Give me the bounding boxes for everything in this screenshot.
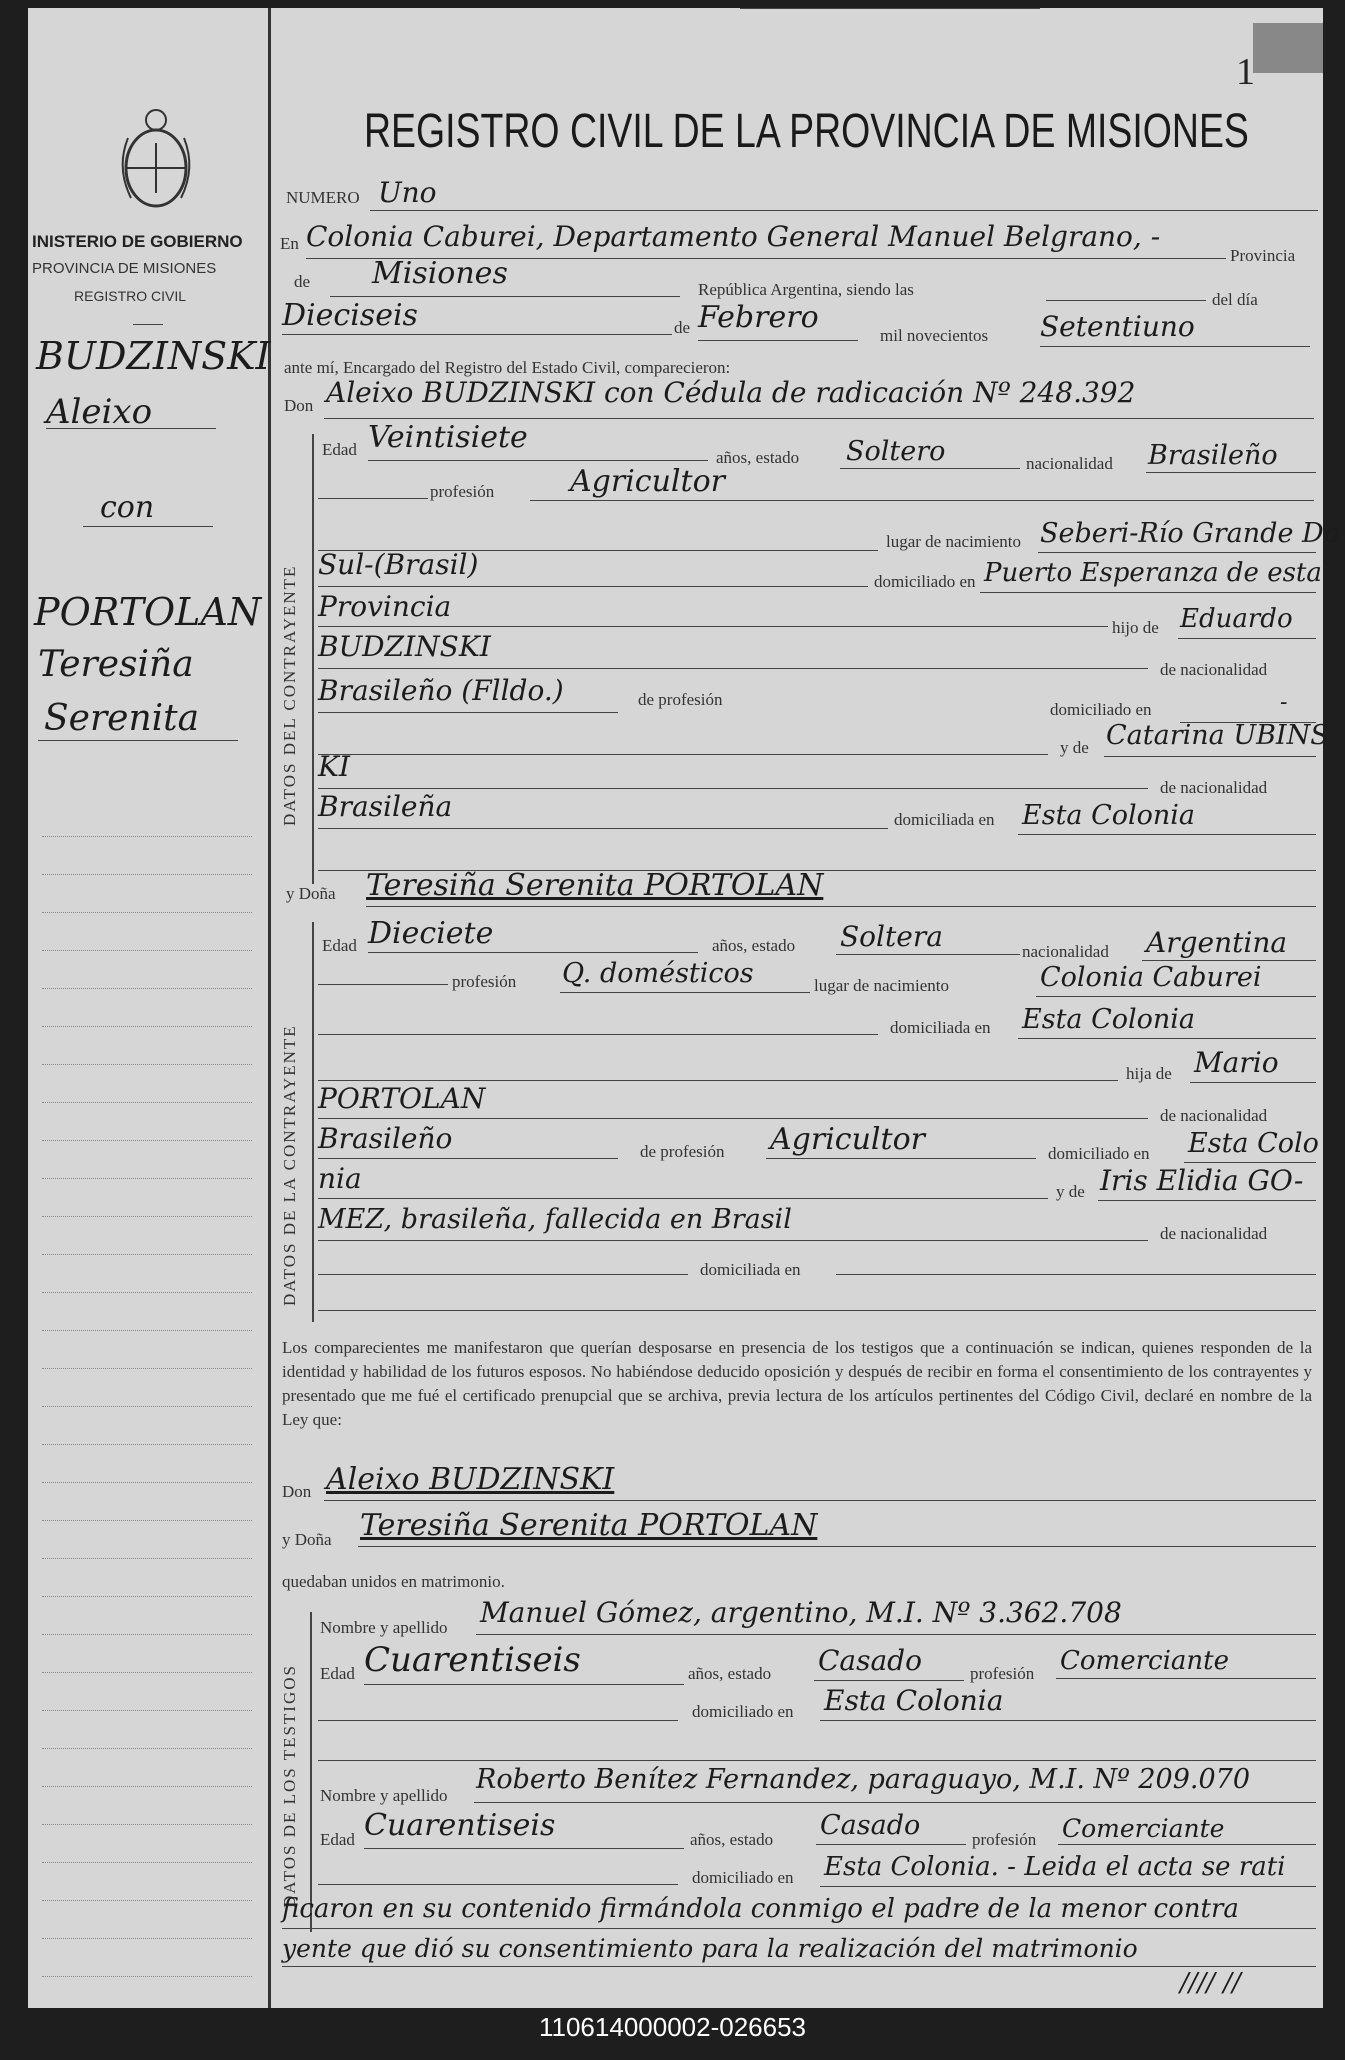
edad-label: Edad <box>322 440 357 459</box>
madre-value-2: KI <box>318 750 350 783</box>
union-dona-value: Teresiña Serenita PORTOLAN <box>360 1508 818 1543</box>
y-de-label: y de <box>1060 738 1089 757</box>
testigos-section-label: DATOS DE LOS TESTIGOS <box>280 1664 299 1908</box>
closing-line-2: yente que dió su consentimiento para la realización del matrimonio <box>282 1934 1138 1963</box>
domiciliada2-label-2: domiciliada en <box>700 1260 801 1279</box>
margin-bride-given2: Serenita <box>44 698 200 739</box>
union-dona-label: y Doña <box>282 1530 332 1549</box>
domicilio-value-2b: Esta Colonia <box>1022 1004 1196 1035</box>
lugar-nac-value-2b: Colonia Caburei <box>1040 962 1262 993</box>
domiciliado-label: domiciliado en <box>874 572 976 591</box>
hija-label: hija de <box>1126 1064 1172 1083</box>
provincia-label: Provincia <box>1230 246 1296 265</box>
republica-label: República Argentina, siendo las <box>698 280 914 299</box>
profesion-value-2: Q. domésticos <box>562 958 754 989</box>
union-don-label: Don <box>282 1482 312 1501</box>
contrayente-section-label: DATOS DEL CONTRAYENTE <box>280 564 299 826</box>
padre-prof-value-2: Agricultor <box>770 1122 925 1157</box>
de-mes-label: de <box>674 318 691 337</box>
t1-edad-label: Edad <box>320 1664 355 1683</box>
padre-value-2: BUDZINSKI <box>318 630 491 663</box>
padre-value-2b: PORTOLAN <box>318 1082 486 1115</box>
t1-domicilio-value: Esta Colonia <box>824 1684 1004 1717</box>
dona-value: Teresiña Serenita PORTOLAN <box>366 868 824 903</box>
margin-groom-surname: BUDZINSKI <box>36 334 271 378</box>
don-value: Aleixo BUDZINSKI con Cédula de radicación Nº 248.392 <box>326 376 1136 409</box>
padre-value-2a: Mario <box>1194 1046 1279 1079</box>
don-label: Don <box>284 396 314 415</box>
edad-value: Veintisiete <box>368 420 528 455</box>
margin-bride-surname: PORTOLAN <box>34 590 262 634</box>
t2-nombre-label: Nombre y apellido <box>320 1786 448 1805</box>
y-de-label-2: y de <box>1056 1182 1085 1201</box>
numero-label: NUMERO <box>286 188 360 207</box>
t2-nombre-value: Roberto Benítez Fernandez, paraguayo, M.I. Nº 209.070 <box>476 1764 1251 1795</box>
nacionalidad-value: Brasileño <box>1148 440 1278 471</box>
padre-dom-value-2a: Esta Colo <box>1188 1128 1319 1159</box>
t2-domiciliado-label: domiciliado en <box>692 1868 794 1887</box>
de-nac-label-2: de nacionalidad <box>1160 1106 1268 1125</box>
domicilio-value-1: Puerto Esperanza de esta <box>984 558 1322 588</box>
margin-connector: con <box>100 490 155 525</box>
t1-edad-value: Cuarentiseis <box>364 1640 581 1680</box>
anios-label: años, estado <box>716 448 800 467</box>
numero-value: Uno <box>378 176 437 209</box>
t1-estado-value: Casado <box>818 1644 922 1677</box>
t1-nombre-label: Nombre y apellido <box>320 1618 448 1637</box>
t1-profesion-value: Comerciante <box>1060 1646 1229 1676</box>
lugar-nac-label-2: lugar de nacimiento <box>814 976 950 995</box>
anios-label-2: años, estado <box>712 936 796 955</box>
certificate-body <box>280 8 1340 2008</box>
de-prof-label: de profesión <box>638 690 723 709</box>
de-label: de <box>294 272 311 291</box>
de-nac2-label-2: de nacionalidad <box>1160 1224 1268 1243</box>
nac-label-2: nacionalidad <box>1022 942 1109 961</box>
de-nac2-label: de nacionalidad <box>1160 778 1268 797</box>
profesion-value: Agricultor <box>570 464 725 499</box>
dia-value: Dieciseis <box>282 298 418 333</box>
contrayenta-section-label: DATOS DE LA CONTRAYENTE <box>280 1024 299 1306</box>
profesion-label-2: profesión <box>452 972 517 991</box>
dona-label: y Doña <box>286 884 336 903</box>
coat-of-arms-icon <box>106 98 206 218</box>
edad-value-2: Dieciete <box>368 916 494 951</box>
lugar-nac-label: lugar de nacimiento <box>886 532 1022 551</box>
padre-nac-value-2: Brasileño <box>318 1122 453 1155</box>
dom-en-label: domiciliado en <box>1050 700 1152 719</box>
de-nac-label: de nacionalidad <box>1160 660 1268 679</box>
domicilio-value-2: Provincia <box>318 590 452 623</box>
profesion-label: profesión <box>430 482 495 501</box>
document-title: REGISTRO CIVIL DE LA PROVINCIA DE MISIONES <box>364 105 1249 158</box>
lugar-nac-value-2: Sul-(Brasil) <box>318 548 479 581</box>
lugar-nac-value-1: Seberi-Río Grande Do <box>1040 518 1340 549</box>
province-label: PROVINCIA DE MISIONES <box>32 260 217 277</box>
anio-value: Setentiuno <box>1040 310 1195 343</box>
del-dia-label: del día <box>1212 290 1258 309</box>
domiciliada-label-2: domiciliada en <box>890 1018 991 1037</box>
ante-mi-text: ante mí, Encargado del Registro del Estado Civil, comparecieron: <box>284 358 731 377</box>
estado-value: Soltero <box>846 436 946 467</box>
declaration-text: Los comparecientes me manifestaron que querían desposarse en presencia de los testigos que a continuación se indican, quienes responden de la identidad y habilidad de los futuros esposos. No habiéndose deducido oposición y después de recibir en forma el consentimiento de los contrayentes y presentado que me fué el certificado prenupcial que se archiva, previa lectura de los artículos pertinentes del Código Civil, declaré en nombre de la Ley que: <box>282 1338 1312 1429</box>
domiciliada-label: domiciliada en <box>894 810 995 829</box>
closing-line-3: //// // <box>1180 1968 1241 1998</box>
registry-label: REGISTRO CIVIL <box>74 288 187 304</box>
nac-label: nacionalidad <box>1026 454 1113 473</box>
lugar-value: Colonia Caburei, Departamento General Manuel Belgrano, - <box>306 220 1161 253</box>
dom-en-value: - <box>1280 690 1288 715</box>
dom-en-label-2: domiciliado en <box>1048 1144 1150 1163</box>
en-label: En <box>280 234 299 253</box>
edad-label-2: Edad <box>322 936 357 955</box>
madre-dom-value: Esta Colonia <box>1022 800 1196 831</box>
estado-value-2: Soltera <box>840 920 943 953</box>
madre-nac-value: Brasileña <box>318 790 453 823</box>
t1-profesion-label: profesión <box>970 1664 1035 1683</box>
t2-profesion-label: profesión <box>972 1830 1037 1849</box>
image-id-footer: 110614000002-026653 <box>538 2012 806 2042</box>
page-number: 1 <box>1236 51 1255 93</box>
provincia-value: Misiones <box>372 256 508 291</box>
padre-dom-value-2b: nia <box>318 1162 362 1195</box>
t2-estado-value: Casado <box>820 1810 921 1841</box>
madre-value-2a: Iris Elidia GO- <box>1100 1164 1304 1197</box>
union-don-value: Aleixo BUDZINSKI <box>326 1462 615 1497</box>
t2-profesion-value: Comerciante <box>1062 1814 1225 1843</box>
nacionalidad-value-2: Argentina <box>1146 926 1288 959</box>
padre-nac-value: Brasileño (Flldo.) <box>318 674 564 707</box>
t2-edad-label: Edad <box>320 1830 355 1849</box>
t2-anios-label: años, estado <box>690 1830 774 1849</box>
quedaban-text: quedaban unidos en matrimonio. <box>282 1572 505 1591</box>
margin-groom-given: Aleixo <box>46 392 153 432</box>
padre-value-1: Eduardo <box>1180 604 1293 634</box>
mes-value: Febrero <box>698 300 819 335</box>
t2-domicilio-value: Esta Colonia. - Leida el acta se rati <box>824 1852 1286 1882</box>
t1-domiciliado-label: domiciliado en <box>692 1702 794 1721</box>
mil-label: mil novecientos <box>880 326 989 345</box>
t1-nombre-value: Manuel Gómez, argentino, M.I. Nº 3.362.708 <box>480 1596 1122 1629</box>
t1-anios-label: años, estado <box>688 1664 772 1683</box>
margin-bride-given1: Teresiña <box>38 644 194 685</box>
de-prof-label-2: de profesión <box>640 1142 725 1161</box>
margin-column <box>28 8 271 2008</box>
madre-value-1: Catarina UBINS <box>1106 720 1329 751</box>
hijo-label: hijo de <box>1112 618 1159 637</box>
t2-edad-value: Cuarentiseis <box>364 1808 556 1843</box>
register-page <box>28 8 1340 2008</box>
closing-line-1: ficaron en su contenido firmándola conmigo el padre de la menor contra <box>282 1894 1239 1924</box>
ministry-label: INISTERIO DE GOBIERNO <box>32 232 243 251</box>
madre-value-2b: MEZ, brasileña, fallecida en Brasil <box>318 1204 792 1235</box>
